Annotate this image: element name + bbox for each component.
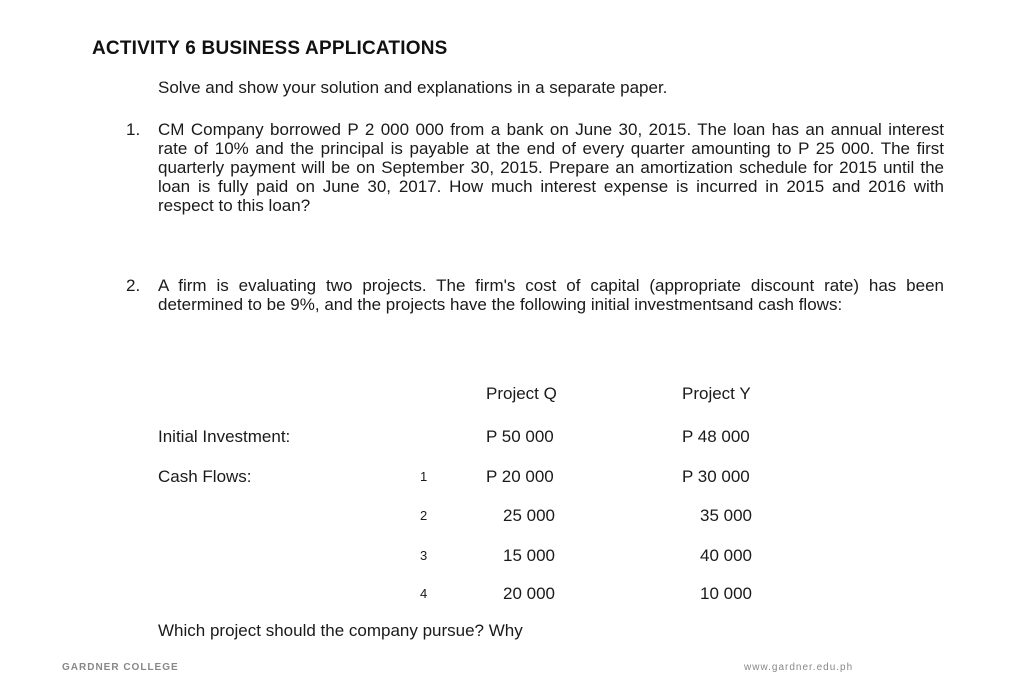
y-flow-2: 35 000 [700,506,752,525]
item-text: A firm is evaluating two projects. The firm's cost of capital (appropriate discount rate) has been determined to be 9%, and the projects have the following initial investmentsand cash flows: [158,276,944,314]
item-number: 1. [126,120,141,139]
q-flow-3: 15 000 [503,546,555,565]
q-flow-4: 20 000 [503,584,555,603]
period-2: 2 [420,508,428,523]
period-1: 1 [420,469,428,484]
initial-investment-label: Initial Investment: [158,427,291,446]
item-number: 2. [126,276,141,295]
question-text: Which project should the company pursue? Why [158,621,523,640]
y-flow-3: 40 000 [700,546,752,565]
header-project-q: Project Q [486,384,557,403]
cash-flows-label: Cash Flows: [158,467,252,486]
y-flow-4: 10 000 [700,584,752,603]
footer-website: www.gardner.edu.ph [744,662,854,673]
period-4: 4 [420,586,428,601]
header-project-y: Project Y [682,384,751,403]
instruction-text: Solve and show your solution and explanations in a separate paper. [158,78,668,97]
q-flow-2: 25 000 [503,506,555,525]
q-flow-1: P 20 000 [486,467,554,486]
item-text: CM Company borrowed P 2 000 000 from a bank on June 30, 2015. The loan has an annual interest rate of 10% and the principal is payable at the end of every quarter amounting to P 25 000. The first quarterly payment will be on September 30, 2015. Prepare an amortization schedule for 2015 until the loan is fully paid on June 30, 2017. How much interest expense is incurred in 2015 and 2016 with respect to this loan? [158,120,944,215]
page-title: ACTIVITY 6 BUSINESS APPLICATIONS [92,38,448,59]
y-flow-1: P 30 000 [682,467,750,486]
period-3: 3 [420,548,428,563]
footer-college: GARDNER COLLEGE [62,662,179,673]
initial-y: P 48 000 [682,427,750,446]
initial-q: P 50 000 [486,427,554,446]
